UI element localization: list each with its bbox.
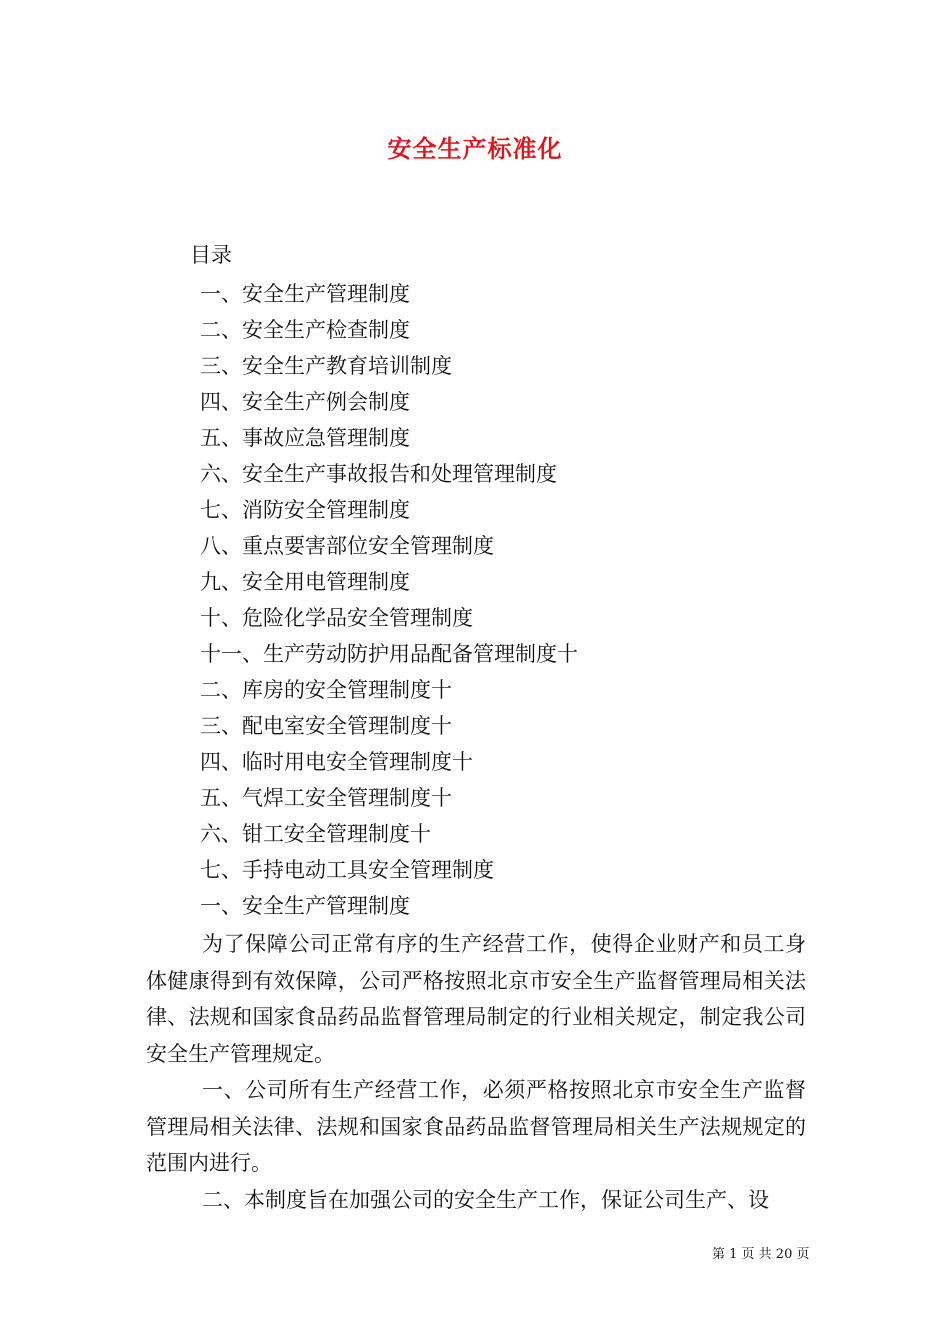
toc-item: 八、重点要害部位安全管理制度 (200, 534, 494, 558)
section-heading: 一、安全生产管理制度 (200, 894, 410, 918)
body-paragraph: 为了保障公司正常有序的生产经营工作，使得企业财产和员工身体健康得到有效保障，公司严格按照北京市安全生产监督管理局相关法律、法规和国家食品药品监督管理局制定的行业相关规定，制定我公司安全生产管理规定。 (146, 932, 806, 1066)
toc-item: 四、安全生产例会制度 (200, 390, 410, 414)
toc-item: 六、安全生产事故报告和处理管理制度 (200, 462, 557, 486)
body-paragraph: 一、公司所有生产经营工作，必须严格按照北京市安全生产监督管理局相关法律、法规和国家食品药品监督管理局相关生产法规规定的范围内进行。 (146, 1078, 806, 1175)
toc-item: 五、事故应急管理制度 (200, 426, 410, 450)
toc-item: 七、消防安全管理制度 (200, 498, 410, 522)
toc-item: 十、危险化学品安全管理制度 (200, 606, 473, 630)
toc-heading: 目录 (190, 243, 232, 267)
toc-item: 三、配电室安全管理制度十 (200, 714, 452, 738)
toc-item: 十一、生产劳动防护用品配备管理制度十 (200, 642, 578, 666)
toc-item: 九、安全用电管理制度 (200, 570, 410, 594)
toc-item: 七、手持电动工具安全管理制度 (200, 858, 494, 882)
toc-item: 一、安全生产管理制度 (200, 282, 410, 306)
toc-item: 三、安全生产教育培训制度 (200, 354, 452, 378)
page-number-footer: 第 1 页 共 20 页 (712, 1247, 810, 1262)
toc-item: 六、钳工安全管理制度十 (200, 822, 431, 846)
document-body (146, 926, 806, 1218)
toc-item: 二、安全生产检查制度 (200, 318, 410, 342)
toc-item: 五、气焊工安全管理制度十 (200, 786, 452, 810)
table-of-contents (200, 276, 578, 888)
document-title: 安全生产标准化 (387, 134, 563, 163)
body-paragraph: 二、本制度旨在加强公司的安全生产工作，保证公司生产、设 (202, 1187, 769, 1212)
toc-item: 二、库房的安全管理制度十 (200, 678, 452, 702)
toc-item: 四、临时用电安全管理制度十 (200, 750, 473, 774)
